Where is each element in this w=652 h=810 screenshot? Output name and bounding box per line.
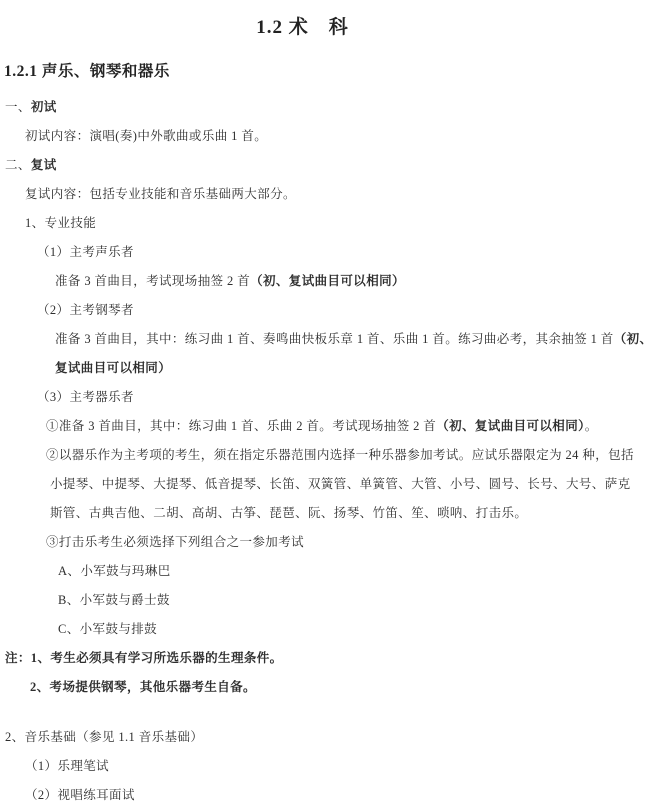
text-segment: （初、复试曲目可以相同） — [436, 419, 585, 433]
text-line — [0, 151, 605, 180]
text-line — [0, 238, 605, 267]
text-line — [0, 93, 605, 122]
text-segment: 注：1、考生必须具有学习所选乐器的生理条件。 — [5, 651, 283, 665]
text-segment: 一、 — [5, 100, 31, 114]
text-line — [0, 499, 605, 528]
page-title: 1.2 术 科 — [256, 17, 349, 38]
text-line — [0, 441, 634, 470]
text-segment: （初、 — [613, 332, 652, 346]
text-segment: A、小军鼓与玛琳巴 — [58, 564, 171, 578]
text-line — [0, 383, 605, 412]
text-segment: 复试 — [30, 158, 57, 172]
text-line — [0, 412, 605, 441]
text-segment: 准备 3 首曲目，其中：练习曲 1 首、奏鸣曲快板乐章 1 首、乐曲 1 首。练习曲必考，其余抽签 1 首 — [55, 332, 614, 346]
text-segment: 斯管、古典吉他、二胡、高胡、古筝、琵琶、阮、扬琴、竹笛、笙、唢呐、打击乐。 — [50, 506, 528, 520]
text-segment: 二、 — [5, 158, 31, 172]
text-segment: 小提琴、中提琴、大提琴、低音提琴、长笛、双簧管、单簧管、大管、小号、圆号、长号、大号、萨克 — [50, 477, 631, 491]
text-segment: 复试内容：包括专业技能和音乐基础两大部分。 — [25, 187, 296, 201]
text-line — [0, 470, 631, 499]
text-line — [0, 723, 605, 752]
text-line — [0, 673, 605, 702]
text-segment: （初、复试曲目可以相同） — [250, 274, 405, 288]
text-segment: 初试内容：演唱(奏)中外歌曲或乐曲 1 首。 — [25, 129, 268, 143]
text-segment: 1、专业技能 — [25, 216, 97, 230]
document-body — [0, 93, 652, 810]
text-line — [0, 296, 605, 325]
text-segment: （3）主考器乐者 — [37, 390, 134, 404]
text-line — [0, 752, 605, 781]
text-line — [0, 528, 605, 557]
text-segment: ③打击乐考生必须选择下列组合之一参加考试 — [46, 535, 305, 549]
text-segment: 初试 — [30, 100, 57, 114]
text-segment: 复试曲目可以相同） — [55, 361, 172, 375]
text-segment: ①准备 3 首曲目，其中：练习曲 1 首、乐曲 2 首。考试现场抽签 2 首 — [46, 419, 437, 433]
text-segment: 。 — [584, 419, 598, 433]
text-segment: （2）主考钢琴者 — [37, 303, 134, 317]
text-line — [0, 644, 605, 673]
text-segment: ②以器乐作为主考项的考生，须在指定乐器范围内选择一种乐器参加考试。应试乐器限定为 24 种，包括 — [46, 448, 634, 462]
text-line — [0, 122, 605, 151]
text-segment: C、小军鼓与排鼓 — [58, 622, 158, 636]
text-line — [0, 209, 605, 238]
text-line — [0, 267, 605, 296]
text-segment: （2）视唱练耳面试 — [25, 788, 135, 802]
text-segment: （1）主考声乐者 — [37, 245, 134, 259]
text-line — [0, 586, 605, 615]
text-line — [0, 615, 605, 644]
text-segment: 准备 3 首曲目，考试现场抽签 2 首 — [55, 274, 251, 288]
text-line — [0, 557, 605, 586]
text-segment: 2、音乐基础（参见 1.1 音乐基础） — [5, 730, 204, 744]
text-segment: 2、考场提供钢琴，其他乐器考生自备。 — [30, 680, 256, 694]
section-heading: 1.2.1 声乐、钢琴和器乐 — [4, 63, 170, 80]
text-line — [0, 354, 605, 383]
text-line — [0, 781, 605, 810]
text-segment: （1）乐理笔试 — [25, 759, 110, 773]
text-line — [0, 180, 605, 209]
text-line — [0, 325, 652, 354]
text-segment: B、小军鼓与爵士鼓 — [58, 593, 170, 607]
